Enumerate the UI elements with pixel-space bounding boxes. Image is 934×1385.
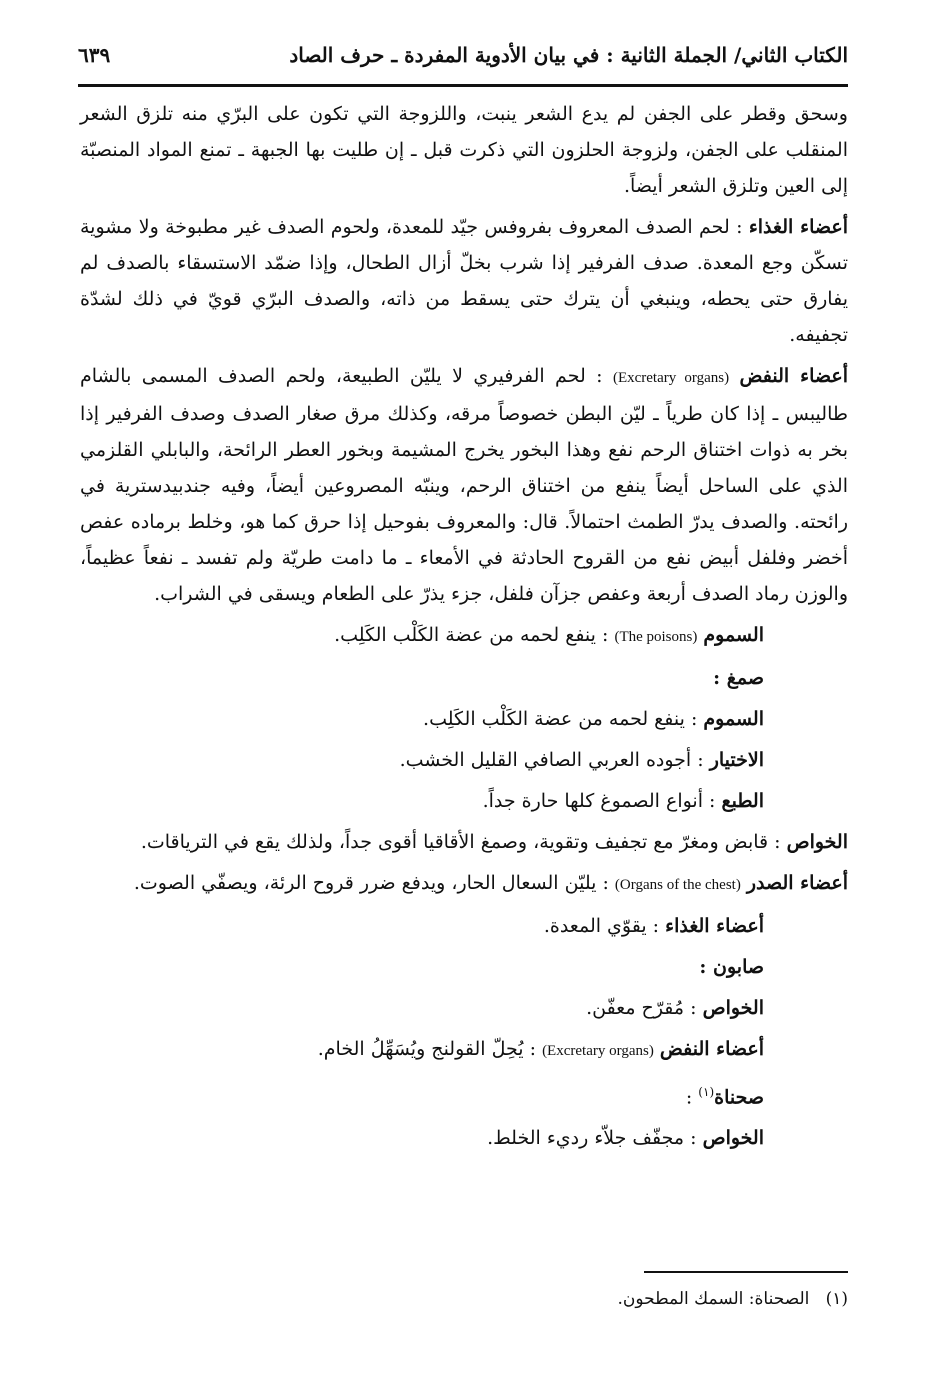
paragraph-heading: الاختيار	[709, 749, 764, 771]
paragraph	[80, 1031, 848, 1069]
page-body	[80, 96, 848, 1161]
header-title: الكتاب الثاني/ الجملة الثانية : في بيان الأدوية المفردة ـ حرف الصاد	[289, 43, 848, 67]
footnote-marker: (١)	[825, 1289, 848, 1309]
paragraph-text: : مُقرّح معفّن.	[586, 997, 697, 1019]
paragraph-text: : مجفّف جلاّء رديء الخلط.	[487, 1127, 697, 1150]
paragraph-heading: صمغ :	[713, 667, 764, 689]
paragraph-text: : لحم الصدف المعروف بفروفس جيّد للمعدة، ولحوم الصدف غير مطبوخة ولا مشوية تسكّن وجع المعدة. صدف الفرفير إذا شرب بخلّ أزال الطحال، وإذا ضمّد الاستسقاء بالصدف لم يفارق حتى يحطه، وينبغي أن يترك حتى يسقط من ذاته، والصدف البرّي قويّ في ذلك لشدّة تجفيفه.	[80, 216, 848, 346]
paragraph-text: : أجوده العربي الصافي القليل الخشب.	[399, 749, 704, 771]
paragraph	[80, 824, 848, 860]
paragraph-heading: أعضاء النفض	[739, 365, 848, 387]
paragraph	[80, 358, 848, 612]
paragraph-heading: صحناة	[714, 1086, 764, 1109]
paragraph-heading: أعضاء الغذاء	[748, 216, 848, 238]
paragraph	[80, 701, 848, 737]
paragraph-heading: السموم	[703, 708, 764, 730]
footnote-text: الصحناة: السمك المطحون.	[617, 1289, 810, 1309]
paragraph-heading: الطبع	[721, 790, 764, 812]
paragraph-heading: السموم	[703, 624, 764, 646]
paragraph	[80, 908, 848, 944]
english-gloss: (Excretary organs)	[542, 1043, 654, 1059]
paragraph-heading: أعضاء النفض	[659, 1038, 764, 1060]
paragraph-heading: الخواص	[702, 1127, 764, 1150]
paragraph	[80, 783, 848, 819]
paragraph-heading: أعضاء الصدر	[746, 872, 848, 894]
paragraph	[80, 1120, 848, 1156]
paragraph-heading: الخواص	[702, 997, 764, 1019]
paragraph-text: : يقوّي المعدة.	[543, 915, 660, 937]
english-gloss: (Excretary organs)	[612, 370, 730, 386]
paragraph-text: : لحم الفرفيري لا يليّن الطبيعة، ولحم الصدف المسمى بالشام طاليبس ـ إذا كان طرياً ـ ليّن البطن خصوصاً مرقه، وكذلك مرق صغار الصدف وصدف الفرفير إذا بخر به ذوات اختناق الرحم نفع وهذا البخور يخرج المشيمة وبخور العطر الرائحة، والبابلي القلزمي الذي على الساحل أيضاً ينفع من اختناق الرحم، وينبّه المصروعين أيضاً، وفيه جندبيدسترية في رائحته. والصدف يدرّ الطمث احتمالاً. قال: والمعروف بفوحيل إذا حرق كما هو، وخلط برماده عفص أخضر وفلفل أبيض نفع من القروح الحادثة في الأمعاء ـ ما دامت طريّة ولم تفسد ـ نفعاً عظيماً، والوزن رماد الصدف أربعة وعفص جزآن فلفل، جزء يذرّ على الطعام ويسقى في الشراب.	[80, 365, 848, 605]
paragraph-text: : قابض ومغرّ مع تجفيف وتقوية، وصمغ الأقاقيا أقوى جداً، ولذلك يقع في الترياقات.	[140, 831, 781, 853]
paragraph-text: : أنواع الصموغ كلها حارة جداً.	[482, 790, 716, 812]
paragraph	[80, 209, 848, 353]
paragraph-heading: أعضاء الغذاء	[665, 915, 764, 937]
header-rule	[78, 84, 848, 87]
paragraph	[80, 990, 848, 1026]
footnote-reference: (١)	[698, 1085, 715, 1099]
paragraph-heading: صابون :	[699, 956, 764, 978]
paragraph-text: وسحق وقطر على الجفن لم يدع الشعر ينبت، واللزوجة التي تكون على البرّي منه تلزق الشعر المنقلب على الجفن، ولزوجة الحلزون التي ذكرت قبل ـ إن طليت بها الجبهة ـ تمنع المواد المنصبّة إلى العين وتلزق الشعر أيضاً.	[80, 103, 848, 197]
paragraph-text: : ينفع لحمه من عضة الكَلْب الكَلِب.	[334, 624, 609, 646]
paragraph-text: :	[685, 1086, 693, 1109]
paragraph-heading: الخواص	[786, 831, 848, 853]
paragraph	[80, 949, 848, 985]
english-gloss: (Organs of the chest)	[614, 877, 741, 893]
paragraph	[80, 617, 848, 655]
english-gloss: (The poisons)	[614, 629, 698, 645]
paragraph	[80, 1074, 848, 1115]
page-number: ٦٣٩	[78, 43, 111, 67]
paragraph	[80, 660, 848, 696]
footnote	[80, 1286, 848, 1312]
running-header	[78, 30, 848, 80]
paragraph	[80, 865, 848, 903]
paragraph	[80, 96, 848, 204]
footnote-rule	[644, 1271, 848, 1273]
paragraph-text: : يليّن السعال الحار، ويدفع ضرر قروح الرئة، ويصفّي الصوت.	[133, 872, 609, 894]
paragraph	[80, 742, 848, 778]
paragraph-text: : ينفع لحمه من عضة الكَلْب الكَلِب.	[423, 708, 698, 730]
paragraph-text: : يُحِلّ القولنج ويُسَهِّلُ الخام.	[317, 1038, 537, 1060]
